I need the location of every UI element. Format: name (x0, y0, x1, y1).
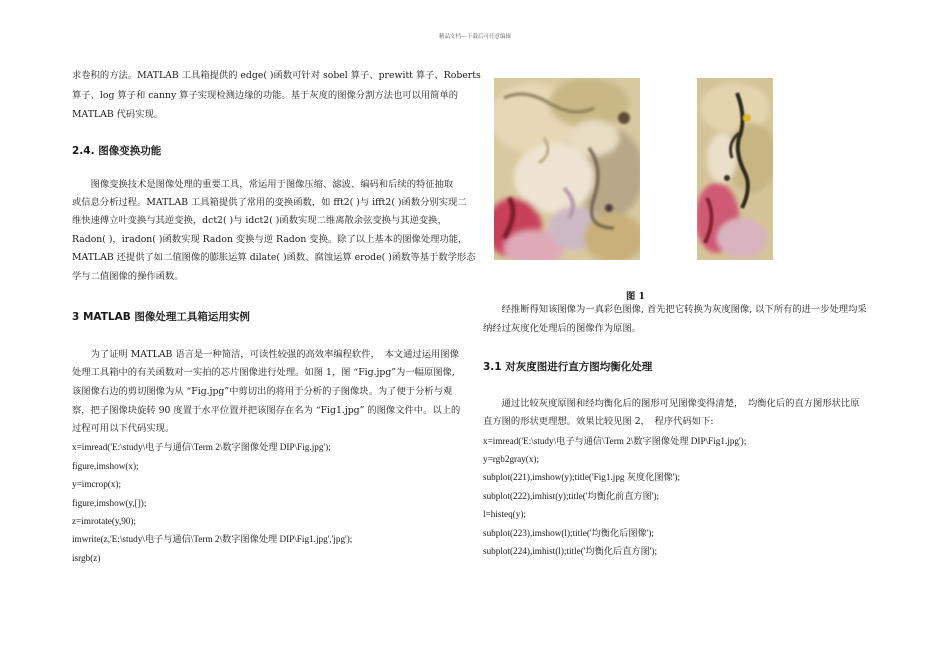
left-p2-line-1: 图像变换技术是图像处理的重要工具，常运用于图像压缩、滤波、编码和后续的特征抽取 (72, 179, 454, 190)
left-p1-line-3: MATLAB 代码实现。 (72, 109, 164, 120)
left-p3-line-4: 察，把子图像块旋转 90 度置于水平位置并把该图存在名为 “Fig1.jpg” 的图像文件中。以上的 (72, 405, 461, 416)
heading-3-1: 3.1 对灰度图进行直方图均衡化处理 (483, 361, 653, 373)
right-p1-line-2: 纳经过灰度化处理后的图像作为原图。 (483, 323, 642, 334)
right-code-line-4: subplot(222),imhist(y);title('均衡化前直方图'); (483, 491, 660, 501)
chip-crop-image (697, 78, 773, 260)
right-code-line-3: subplot(221),imshow(y);title('Fig1.jpg 灰度化图像'); (483, 472, 681, 482)
right-code-line-5: l=histeq(y); (483, 509, 526, 519)
left-p3-line-3: 该图像右边的剪切图像为从 “Fig.jpg”中剪切出的将用于分析的子图像块。为了便于分析与观 (72, 386, 453, 397)
figure-caption: 图 1 (626, 291, 646, 302)
left-code-line-3: y=imcrop(x); (72, 479, 122, 489)
left-p3-line-2: 处理工具箱中的有关函数对一实拍的芯片图像进行处理。如图 1，图 “Fig.jpg”为一幅原图像, (72, 367, 455, 378)
left-code-line-6: imwrite(z,'E:\study\电子与通信\Term 2\数字图像处理 DIP\Fig1.jpg','jpg'); (72, 534, 353, 544)
heading-2-4: 2.4. 图像变换功能 (72, 145, 162, 157)
figure-chip-crop (697, 78, 773, 260)
left-p2-line-4: Radon( )，iradon( )函数实现 Radon 变换与逆 Radon 变换。除了以上基本的图像处理功能， (72, 234, 468, 245)
left-p1-line-1: 求卷积的方法。MATLAB 工具箱提供的 edge( )函数可针对 sobel 算子、prewitt 算子、Roberts (72, 70, 481, 81)
left-p2-line-3: 维快速傅立叶变换与其逆变换，dct2( )与 idct2( )函数实现二维离散余弦变换与其逆变换， (72, 215, 447, 226)
right-code-line-2: y=rgb2gray(x); (483, 454, 540, 464)
left-code-line-5: z=imrotate(y,90); (72, 516, 137, 526)
left-p2-line-6: 学与二值图像的操作函数。 (72, 271, 184, 282)
right-p2-line-2: 直方图的形状更理想。效果比较见图 2， 程序代码如下: (483, 416, 714, 427)
left-code-line-1: x=imread('E:\study\电子与通信\Term 2\数字图像处理 DIP\Fig.jpg'); (72, 442, 331, 452)
figure-chip-photo (494, 78, 640, 260)
left-p1-line-2: 算子、log 算子和 canny 算子实现检测边缘的功能。基于灰度的图像分割方法也可以用简单的 (72, 90, 459, 101)
left-code-line-7: isrgb(z) (72, 553, 101, 563)
left-p3-line-1: 为了证明 MATLAB 语言是一种简洁，可读性较强的高效率编程软件， 本文通过运用图像 (72, 349, 459, 360)
right-code-line-1: x=imread('E:\study\电子与通信\Term 2\数字图像处理 DIP\Fig1.jpg'); (483, 436, 747, 446)
right-p1-line-1: 经推断得知该图像为一真彩色图像, 首先把它转换为灰度图像, 以下所有的进一步处理均采 (483, 304, 867, 315)
page-header: 精品文档---下载后可任意编辑 (439, 34, 511, 40)
left-p2-line-2: 或信息分析过程。MATLAB 工具箱提供了常用的变换函数，如 fft2( )与 ifft2( )函数分别实现二 (72, 197, 467, 208)
right-code-line-7: subplot(224),imhist(l);title('均衡化后直方图'); (483, 546, 658, 556)
left-p3-line-5: 过程可用以下代码实现。 (72, 423, 175, 434)
left-p2-line-5: MATLAB 还提供了如二值图像的膨胀运算 dilate( )函数、腐蚀运算 erode( )函数等基于数学形态 (72, 252, 476, 263)
left-code-line-4: figure,imshow(y,[]); (72, 498, 147, 508)
left-code-line-2: figure,imshow(x); (72, 461, 139, 471)
right-code-line-6: subplot(223),imshow(l);title('均衡化后图像'); (483, 528, 654, 538)
heading-3: 3 MATLAB 图像处理工具箱运用实例 (72, 311, 250, 323)
chip-photo-image (494, 78, 640, 260)
right-p2-line-1: 通过比较灰度原图和经均衡化后的图形可见图像变得清楚， 均衡化后的直方图形状比原 (483, 398, 860, 409)
